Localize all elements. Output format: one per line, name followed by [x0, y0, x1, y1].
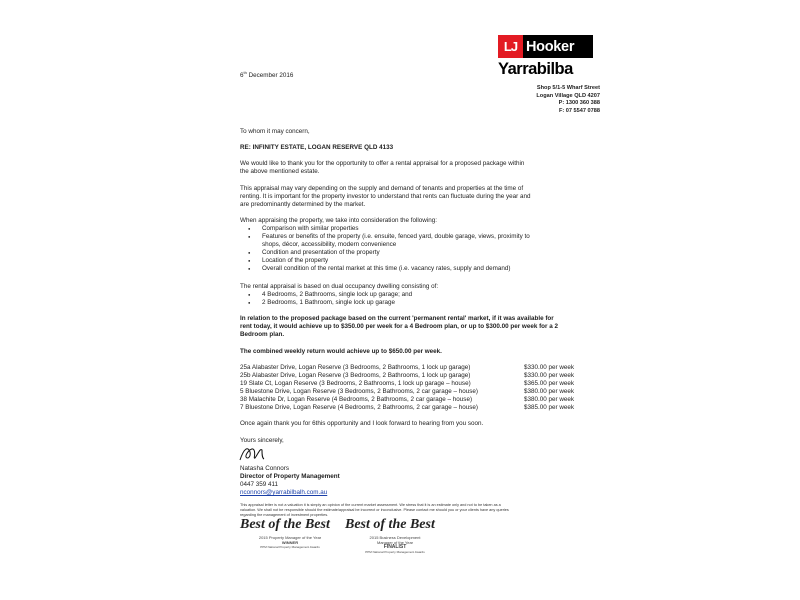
- award-heading: Best of the Best: [345, 517, 435, 532]
- comparable-address: 7 Bluestone Drive, Logan Reserve (4 Bedrooms, 2 Bathrooms, 2 car garage – house): [240, 404, 479, 411]
- comparable-address: 5 Bluestone Drive, Logan Reserve (3 Bedrooms, 2 Bathrooms, 2 car garage – house): [240, 388, 479, 395]
- consideration-item: ● Location of the property: [262, 257, 328, 265]
- comparable-rent: $330.00 per week: [524, 364, 575, 371]
- consideration-item-cont: shops, décor, accessibility, modern convenience: [262, 241, 397, 248]
- award-heading: Best of the Best: [240, 517, 330, 532]
- logo-name: Hooker: [526, 38, 575, 55]
- para2-line2: renting. It is important for the property investor to understand that rents can fluctuate during the year and: [240, 193, 531, 200]
- para1-line2: the above mentioned estate.: [240, 168, 320, 175]
- comparable-rent: $365.00 per week: [524, 380, 575, 387]
- signatory-phone: 0447 359 411: [240, 481, 279, 488]
- office-name: Yarrabilba: [498, 60, 573, 78]
- para2-line3: are predominantly determined by the market.: [240, 201, 366, 208]
- combined-return: The combined weekly return would achieve up to $650.00 per week.: [240, 348, 442, 355]
- bold-para-line1: In relation to the proposed package based on the current 'permanent rental' market, if it was available for: [240, 315, 554, 322]
- salutation: To whom it may concern,: [240, 128, 310, 135]
- signature-icon: [236, 442, 280, 464]
- lj-hooker-logo: [498, 35, 593, 58]
- logo-mark: LJ: [498, 35, 523, 58]
- re-line: RE: INFINITY ESTATE, LOGAN RESERVE QLD 4133: [240, 144, 394, 151]
- signatory-title: Director of Property Management: [240, 473, 340, 480]
- award-winner: Best of the Best 2015 Property Manager of the Year WINNER PPM National Property Management Awards: [240, 517, 340, 550]
- consideration-item: ● Condition and presentation of the property: [262, 249, 380, 257]
- dual-item: ● 4 Bedrooms, 2 Bathrooms, single lock up garage; and: [262, 291, 412, 299]
- comparable-rent: $380.00 per week: [524, 396, 575, 403]
- letter-date: 6th December 2016: [240, 70, 294, 80]
- consideration-item: ● Comparison with similar properties: [262, 225, 359, 233]
- bold-para-line2: rent today, it would achieve up to $350.00 per week for a 4 Bedroom plan, or up to $300.00 per week for a 2: [240, 323, 558, 330]
- comparable-address: 25b Alabaster Drive, Logan Reserve (3 Bedrooms, 2 Bathrooms, 1 lock up garage): [240, 372, 471, 379]
- para2-line1: This appraisal may vary depending on the supply and demand of tenants and properties at the time of: [240, 185, 524, 192]
- dual-item: ● 2 Bedrooms, 1 Bathroom, single lock up garage: [262, 299, 395, 307]
- address-fax: F: 07 5547 0788: [558, 107, 600, 114]
- bold-para-line3: Bedroom plan.: [240, 331, 285, 338]
- comparable-address: 38 Malachite Dr, Logan Reserve (4 Bedrooms, 2 Bathrooms, 2 car garage – house): [240, 396, 473, 403]
- comparable-address: 25a Alabaster Drive, Logan Reserve (3 Bedrooms, 2 Bathrooms, 1 lock up garage): [240, 364, 471, 371]
- closing-line: Once again thank you for 6this opportunity and I look forward to hearing from you soon.: [240, 420, 484, 427]
- disclaimer: This appraisal letter is not a valuation it is simply an opinion of the current market assessment. We stress that it is an estimate only and not to be taken as a valuation. We shall not be responsible should the estimate/appraisal be incorrect or inconclusive. Please contact me should you or your clients have any queries regarding the management of investment properties.: [240, 503, 509, 517]
- signatory-name: Natasha Connors: [240, 465, 290, 472]
- consideration-item: ● Overall condition of the rental market at this time (i.e. vacancy rates, supply and demand): [262, 265, 511, 273]
- comparable-address: 19 Slate Ct, Logan Reserve (3 Bedrooms, 2 Bathrooms, 1 lock up garage – house): [240, 380, 471, 387]
- office-address: [480, 85, 600, 115]
- address-phone: P: 1300 360 388: [558, 100, 600, 107]
- consideration-item: ● Features or benefits of the property (i.e. ensuite, fenced yard, double garage, views, proximity to: [262, 233, 530, 241]
- address-line2: Logan Village QLD 4207: [536, 92, 600, 99]
- comparable-rent: $385.00 per week: [524, 404, 575, 411]
- address-line1: Shop 5/1-5 Wharf Street: [536, 85, 600, 91]
- considerations-intro: When appraising the property, we take into consideration the following:: [240, 217, 437, 224]
- comparable-rent: $380.00 per week: [524, 388, 575, 395]
- para1-line1: We would like to thank you for the opportunity to offer a rental appraisal for a proposed package within: [240, 160, 525, 167]
- signatory-email-link[interactable]: nconnors@yarrabilbalh.com.au: [240, 489, 328, 496]
- signoff: Yours sincerely,: [240, 437, 284, 444]
- dual-intro: The rental appraisal is based on dual occupancy dwelling consisting of:: [240, 283, 439, 290]
- comparable-rent: $330.00 per week: [524, 372, 575, 379]
- award-finalist: Best of the Best 2015 Business Development Manager of the Year FINALIST PPM National Property Management Awards: [345, 517, 445, 555]
